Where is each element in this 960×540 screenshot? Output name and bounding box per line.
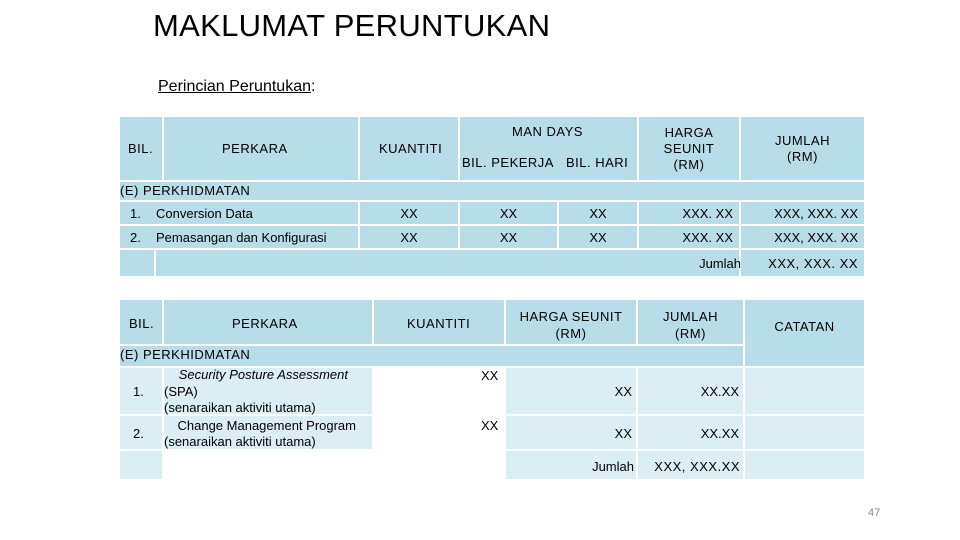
t2-row1-harga: XX [614,384,632,399]
t1-row1-kuantiti: XX [400,206,418,221]
t2-total-left-cell [120,451,162,479]
t1-row1-jumlah: XXX, XXX. XX [774,206,858,221]
t1-row2-no: 2. [130,230,141,245]
t1-header-perkara-label: PERKARA [222,141,288,156]
t1-header-harga-l2: SEUNIT [663,141,715,156]
t1-header-jumlah-l1: JUMLAH [774,133,830,148]
t2-header-jumlah-l2: (RM) [675,326,706,341]
t1-row1-harga: XXX. XX [682,206,733,221]
subtitle-label: Perincian Peruntukan [158,78,311,95]
t2-row2-harga: XX [614,426,632,441]
t1-row2-hari: XX [589,230,607,245]
t2-row2-no: 2. [133,426,144,441]
t2-row1-perkara-l2: (SPA) [164,384,198,399]
t2-row1-kuantiti: XX [481,368,499,383]
t2-total-catatan-cell [745,451,864,479]
t1-row1-no: 1. [130,206,141,221]
t1-header-bil-pekerja-label: BIL. PEKERJA [462,155,554,170]
t2-header-harga-l1: HARGA SEUNIT [519,309,623,324]
t1-total-value: XXX, XXX. XX [768,256,858,271]
t1-header-kuantiti-label: KUANTITI [379,141,443,156]
t1-header-harga-l1: HARGA [664,125,714,140]
t1-header-mandays-label: MAN DAYS [512,124,583,139]
t1-header-bil-label: BIL. [128,141,154,156]
t2-header-catatan-label: CATATAN [774,319,835,334]
t1-row2-perkara: Pemasangan dan Konfigurasi [156,230,327,245]
page-title: MAKLUMAT PERUNTUKAN [153,8,551,43]
t2-row2-perkara-l2: (senaraikan aktiviti utama) [164,434,316,449]
t1-row1-perkara: Conversion Data [156,206,253,221]
t2-header-bil-label: BIL. [129,316,155,331]
t2-header-perkara-label: PERKARA [232,316,298,331]
t2-row2-jumlah: XX.XX [700,426,739,441]
t2-row1-no: 1. [133,384,144,399]
t1-total-label: Jumlah [699,256,741,271]
t1-header-harga-l3: (RM) [673,157,705,172]
t2-header-kuantiti-label: KUANTITI [407,316,471,331]
t2-row2-kuantiti: XX [481,418,499,433]
t2-total-value: XXX, XXX.XX [654,459,740,474]
t2-row1-perkara-l1: Security Posture Assessment [178,367,348,382]
t2-row1-jumlah: XX.XX [700,384,739,399]
t2-section-label: (E) PERKHIDMATAN [120,347,251,362]
t1-row2-harga: XXX. XX [682,230,733,245]
t2-total-label: Jumlah [592,459,634,474]
t2-row2-catatan-cell [745,416,864,449]
t1-row2-pekerja: XX [499,230,518,245]
t1-section-label: (E) PERKHIDMATAN [120,183,251,198]
t1-total-left-cell [120,250,154,276]
t1-header-bil-hari-label: BIL. HARI [566,155,629,170]
t2-header-jumlah-l1: JUMLAH [662,309,718,324]
t1-row2-kuantiti: XX [400,230,418,245]
t2-row1-perkara-l3: (senaraikan aktiviti utama) [164,400,316,415]
subtitle [158,78,315,96]
t1-row2-jumlah: XXX, XXX. XX [774,230,858,245]
t2-row2-perkara-l1: Change Management Program [177,418,356,433]
page-number: 47 [868,507,881,519]
t1-row1-hari: XX [589,206,607,221]
t2-header-harga-l2: (RM) [555,326,587,341]
t1-header-jumlah-l2: (RM) [787,149,818,164]
t2-row1-catatan-cell [745,368,864,414]
t1-row1-pekerja: XX [499,206,518,221]
subtitle-suffix: : [310,78,316,95]
